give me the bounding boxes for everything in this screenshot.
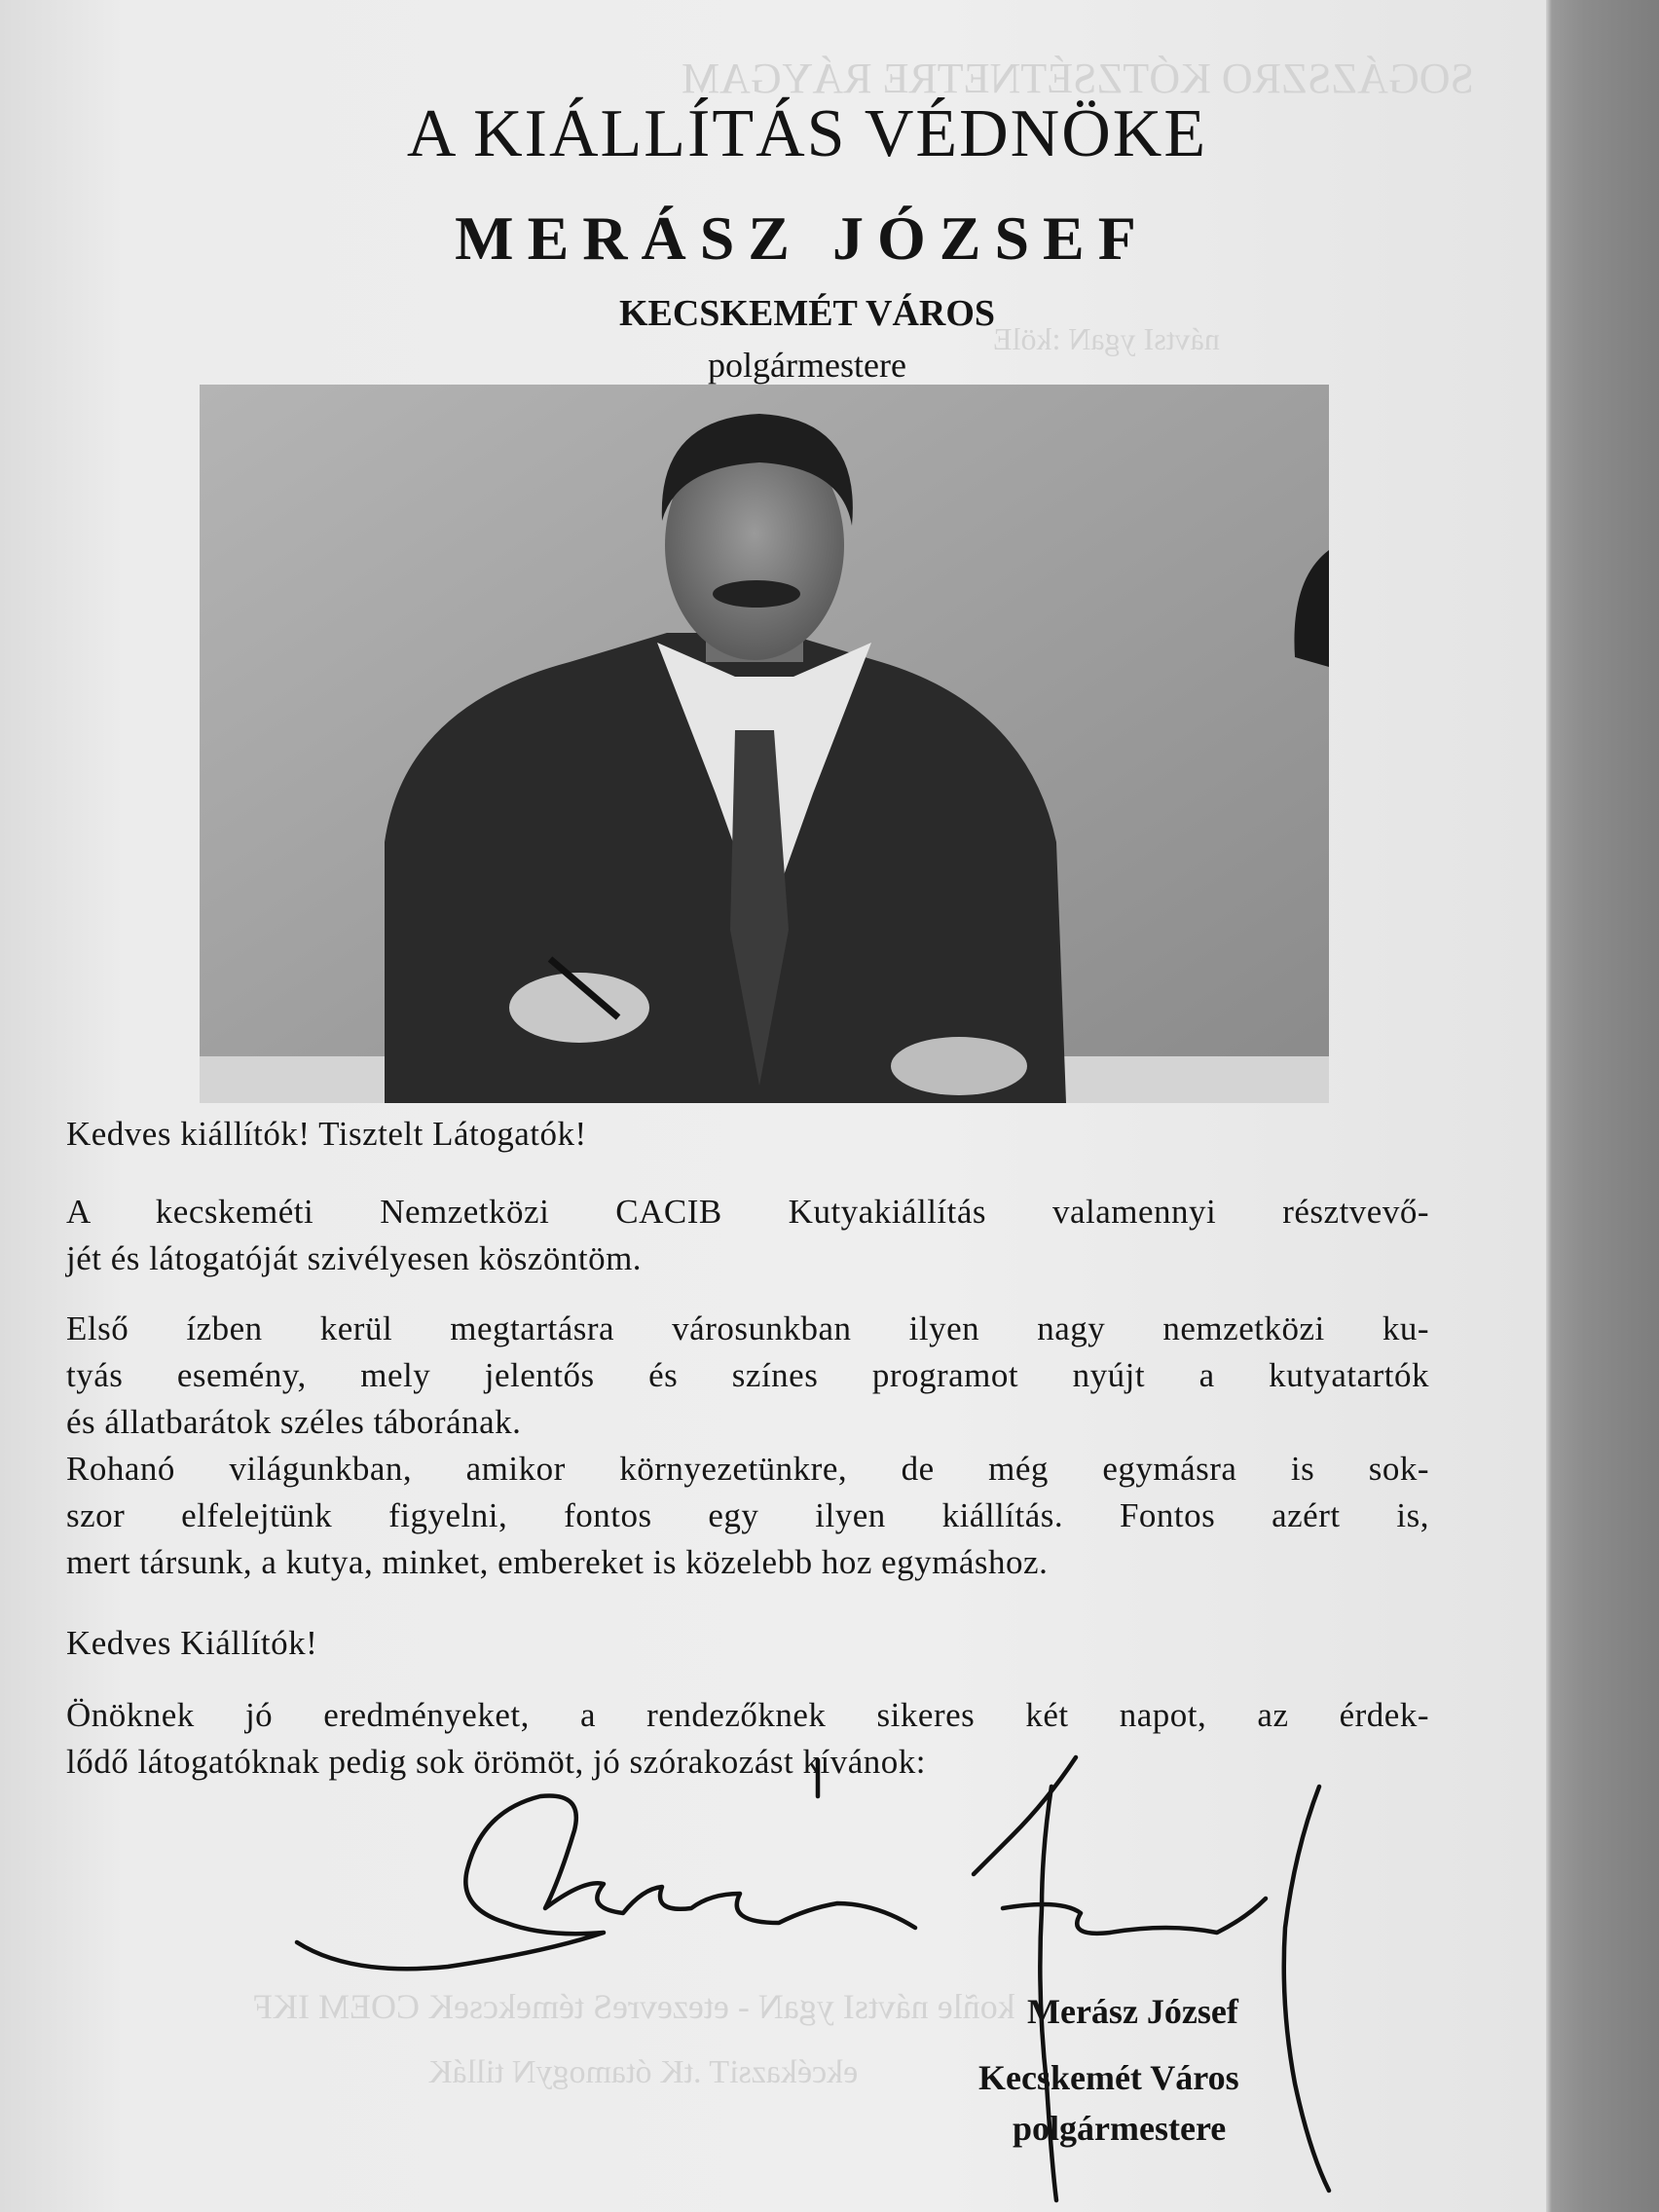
text-line: mert társunk, a kutya, minket, embereket is közelebb hoz egymáshoz.	[66, 1543, 1049, 1581]
greeting-exhibitors-visitors: Kedves kiállítók! Tisztelt Látogatók!	[66, 1115, 587, 1153]
text-line: tyás esemény, mely jelentős és színes programot nyújt a kutyatartók	[66, 1356, 1429, 1394]
signoff-name: Merász József	[1027, 1992, 1238, 2031]
signoff-city: Kecskemét Város	[978, 2058, 1239, 2097]
patron-name: MERÁSZ JÓZSEF	[455, 203, 1150, 273]
background-surface	[1546, 0, 1659, 2212]
bleed-through-text: ekcékazsiT .tK ótamogyN tilláK	[428, 2054, 859, 2090]
city-heading: KECSKEMÉT VÁROS	[618, 293, 996, 334]
bleed-through-text: návtsI ygaN :kölE	[993, 321, 1220, 356]
greeting-exhibitors: Kedves Kiállítók!	[66, 1624, 318, 1662]
bleed-through-text: SOGÁZSZRO KÓTZSÉTNETRE RÁYGAM	[682, 55, 1474, 102]
mayor-title: polgármestere	[708, 346, 906, 385]
text-line: Önöknek jó eredményeket, a rendezőknek sikeres két napot, az érdek-	[66, 1696, 1429, 1734]
text-line: Rohanó világunkban, amikor környezetünkre, de még egymásra is sok-	[66, 1450, 1429, 1488]
text-line: jét és látogatóját szivélyesen köszöntöm.	[66, 1239, 643, 1277]
text-line: A kecskeméti Nemzetközi CACIB Kutyakiállítás valamennyi résztvevő-	[66, 1193, 1429, 1231]
exhibition-patron-heading: A KIÁLLÍTÁS VÉDNÖKE	[406, 96, 1208, 171]
text-line: szor elfelejtünk figyelni, fontos egy ilyen kiállítás. Fontos azért is,	[66, 1496, 1429, 1534]
bleed-through-text: koñle návtsI ygaN - etezevreS témekcseK COEM IKF	[253, 1987, 1015, 2026]
text-line: Első ízben kerül megtartásra városunkban ilyen nagy nemzetközi ku-	[66, 1309, 1429, 1347]
signoff-title: polgármestere	[1013, 2109, 1227, 2148]
text-line: lődő látogatóknak pedig sok örömöt, jó szórakozást kívánok:	[66, 1743, 926, 1781]
text-line: és állatbarátok széles táborának.	[66, 1403, 522, 1441]
